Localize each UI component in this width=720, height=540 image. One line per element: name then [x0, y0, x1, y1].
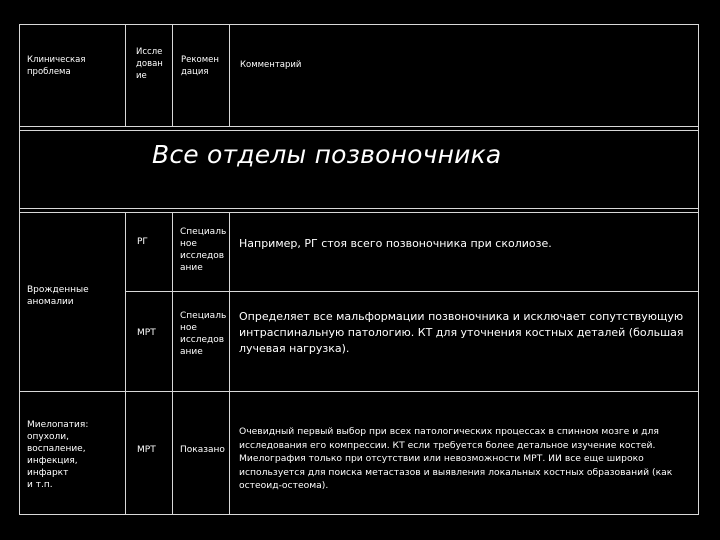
- banner-divider-2: [19, 212, 699, 213]
- row-divider-1: [125, 291, 699, 292]
- row2-comment: Определяет все мальформации позвоночника и исключает сопутствующую интраспинальную патологию. КТ для уточнения костных деталей (большая лучевая нагрузка).: [239, 310, 684, 355]
- col-line-1-header: [125, 24, 126, 126]
- row3-recommendation: Показано: [180, 445, 225, 455]
- row1-study: РГ: [137, 237, 148, 247]
- header-clinical-problem: Клиническая проблема: [27, 55, 86, 77]
- col-line-3-header: [229, 24, 230, 126]
- row3-study: МРТ: [137, 445, 156, 455]
- header-recommendation: Рекомен дация: [181, 55, 219, 77]
- row-group-myelopathy: Миелопатия: опухоли, воспаление, инфекция, инфаркт и т.п.: [27, 420, 89, 490]
- col-line-2-header: [172, 24, 173, 126]
- row-divider-2: [19, 391, 699, 392]
- table-border-right: [698, 24, 699, 515]
- row2-study: МРТ: [137, 328, 156, 338]
- row1-recommendation: Специаль ное исследов ание: [180, 227, 227, 273]
- col-line-3-body: [229, 212, 230, 514]
- table-border-bottom: [19, 514, 699, 515]
- table-border-left: [19, 24, 20, 515]
- banner-divider: [19, 208, 699, 209]
- table-border-top: [19, 24, 699, 25]
- header-divider-2: [19, 130, 699, 131]
- col-line-1-body: [125, 212, 126, 514]
- section-banner: Все отделы позвоночника: [152, 140, 502, 169]
- header-divider: [19, 126, 699, 127]
- col-line-2-body: [172, 212, 173, 514]
- row2-recommendation: Специаль ное исследов ание: [180, 311, 227, 357]
- header-study: Иссле дован ие: [136, 47, 163, 81]
- row1-comment: Например, РГ стоя всего позвоночника при сколиозе.: [239, 237, 552, 250]
- header-comment: Комментарий: [240, 60, 302, 70]
- row-group-congenital: Врожденные аномалии: [27, 285, 89, 307]
- row3-comment: Очевидный первый выбор при всех патологических процессах в спинном мозге и для исследования его компрессии. КТ если требуется более детальное изучение костей. Миелография только при отсутствии или невозможности МРТ. ИИ все еще широко используется для поиска метастазов и выявления локальных костных образований (как остеоид-остеома).: [239, 426, 673, 491]
